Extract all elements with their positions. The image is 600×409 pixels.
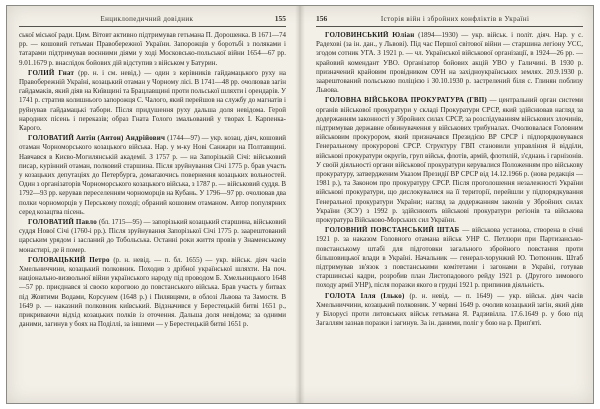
entry-text: — військова установа, створена в січні 1921 р. за наказом Головного отамана військ УНР С. Петлюри при Партизансько-повстанському штабі для підготовки загального збройного повстання проти більшовицької влади в Україні. Начальник — генерал-хорунжий Ю. Тютюнник. Штаб підтримував зв'язок з повстанськими комітетами і загонами в Україні, готував старшинські кадри, розробив план Листопадового рейду 1921 р. (Другого зимового походу армії УНР), після поразки якого в грудні 1921 р. припинив діяльність. [316,226,583,290]
page-gutter [295,6,305,403]
entry-paragraph [19,134,286,217]
page-body-right [316,31,583,403]
page-header-left [19,14,286,27]
entry-headword: ГОЛОВАТИЙ Антін (Антон) Андрійович [28,134,168,143]
page-left [7,6,295,403]
entry-text: (р. н. невід. — п. 1649) — укр. військ. діяч часів Хмельниччини, козацький полковник. У червні 1649 р. очолив козацький загін, який діяв у Білорусі проти литовських військ гетьмана Я. Радзивілла. 17.6.1649 р. у бою під Загаллям зазнав поразки і загинув. За ін. даними, поліг у бою на р. Прип'яті. [316,291,583,328]
entry-paragraph [19,256,286,330]
entry-paragraph [316,96,583,225]
entry-text: (р. н. невід. — п. бл. 1655) — укр. військ. діяч часів Хмельниччини, козацький полковник. Походив з дрібної української шляхти. На поч. національно-визвольної війни українського народу під проводом Б. Хмельницького 1648—57 рр. приєднався зі своєю корогвою до повстанського війська. Брав участь у битвах під Жовтими Водами, Корсунем (1648 р.) і Пилявцями, в облозі Львова та Замостя. В 1649 р. — наказний полковник київський. Відзначився у Берестецькій битві 1651 р., прикриваючи відхід козацьких полків із оточення. Дальша доля невідома; за одними даними, загинув у боях на Поділлі, за іншими — у Берестецькій битві 1651 р. [19,255,286,329]
entry-paragraph [316,292,583,329]
entry-paragraph [19,218,286,255]
entry-headword: ГОЛОВАТИЙ Павло [28,218,99,227]
page-right [305,6,593,403]
entry-text: (рр. н. і см. невід.) — один з керівників гайдамацького руху на Правобережній Україні, козацький отаман у Чорному лісі. В 1741—48 рр. очолював загін гайдамаків, який діяв на Київщині та Брацлавщині проти польської шляхти і орендарів. У 1741 р. стратив колишнього запорожця С. Чалого, який перейшов на службу до магнатів і руйнував гайдамацькі табори. Після придушення руху дальша доля невідома. Герой народних пісень і переказів; образ Гната Голого змальований у творах І. Карпенка-Карого. [19,68,286,133]
running-title-left: Енциклопедичний довідник [100,15,194,23]
entry-headword: ГОЛОВНИЙ ПОВСТАНСЬКИЙ ШТАБ [325,226,463,235]
page-number-left: 155 [274,14,286,23]
book-scan-area [6,5,594,404]
entry-headword: ГОЛИЙ Гнат [28,68,79,77]
entry-headword: ГОЛОВНА ВІЙСЬКОВА ПРОКУРАТУРА (ГВП) [325,96,490,105]
entry-text: (1744—97) — укр. козац. діяч, кошовий отаман Чорноморського козацького війська. Нар. у м-ку Нові Санжари на Полтавщині. Навчався в Києво-Могилянській академії. З 1757 р. — на Запорізькій Січі: військовий писар, курінний отаман, полковий старшина. Після зруйнування Січі 1775 р. брав участь у козацьких депутаціях до Петербурга, домагаючись повернення козацьких вольностей. Один з організаторів Чорноморського козацького війська, з 1787 р. — військовий суддя. В 1792—93 рр. керував переселенням чорноморців на Кубань. У 1796—97 рр. очолював два полки чорноморців у Перському поході; обраний кошовим отаманом. Автор популярних серед козацтва пісень. [19,134,286,216]
entry-headword: ГОЛОВАЦЬКИЙ Петро [28,255,114,264]
entry-text: — центральний орган системи органів військової прокуратури у складі Прокуратури СРСР, який здійснював нагляд за додержанням законності у Збройних силах СРСР, за розслідуванням військових злочинів, підтримував державне обвинувачення у військових трибуналах. Очолювалася Головним військовим прокурором, який призначався Президією ВР СРСР і підпорядковувався Генеральному прокуророві СРСР. Структуру ГВП становили управління й відділи, військові прокуратури округів, груп військ, флотів, армій, флотилій, з'єднань і гарнізонів. У своїй діяльності органи військової прокуратури керувалися Положенням про військову прокуратуру, затвердженим Указом Президії ВР СРСР від 14.12.1966 р. (нова редакція — 1981 р.), та Законом про прокуратуру СРСР. Після проголошення незалежності України військові прокуратури, що дислокувалися на її території, перейшли у підпорядкування Генеральної прокуратури України; нагляд за додержанням законів у Збройних силах України (ЗСУ) з 1992 р. здійснюють військові прокуратури регіонів та військова прокуратура Військово-Морських сил України. [316,96,583,225]
running-title-right: Історія війн і збройних конфліктів в Україні [380,15,530,23]
entry-paragraph [316,226,583,290]
page-header-right [316,14,583,27]
entry-paragraph [19,69,286,133]
entry-text: (бл. 1715—95) — запорізький козацький старшина, військовий суддя Нової Січі (1760-і рр.). Після зруйнування Запорізької Січі 1775 р. заарештований царським урядом і засланий до Тобольська. Останні роки життя провів у Знаменському монастирі, де й помер. [19,218,286,254]
page-body-left [19,31,286,403]
entry-paragraph [316,31,583,95]
entry-headword: ГОЛОВИНСЬКИЙ Юліан [325,31,419,39]
page-number-right: 156 [316,14,328,23]
entry-text: ської міської ради. Цим. Вітовт активно підтримував гетьмана П. Дорошенка. В 1671—74 рр. — кошовий гетьман Правобережної України. Запорожців у боротьбі з поляками і татарами підтримував воєнними діями у ході Московсько-польської війни 1654—67 рр. 9.01.1679 р. внаслідок бойових дій відступив з військом у Батурин. [19,31,286,67]
entry-text: (1894—1930) — укр. військ. і політ. діяч. Нар. у с. Радехові (за ін. дан., у Львові). Під час Першої світової війни — старшина легіону УСС, згодом сотник УГА. З 1921 р. — чл. Української військової організації, в 1924—26 рр. — крайовий комендант УВО. Організатор бойових акцій УВО у Галичині. В 1930 р. призначений крайовим провідником ОУН на західноукраїнських землях. 20.9.1930 р. заарештований польською поліцією і 30.10.1930 р. застрелений біля с. Глинян поблизу Львова. [316,31,583,95]
entry-headword: ГОЛОТА Ілля (Ілько) [325,291,410,300]
entry-paragraph [19,31,286,68]
